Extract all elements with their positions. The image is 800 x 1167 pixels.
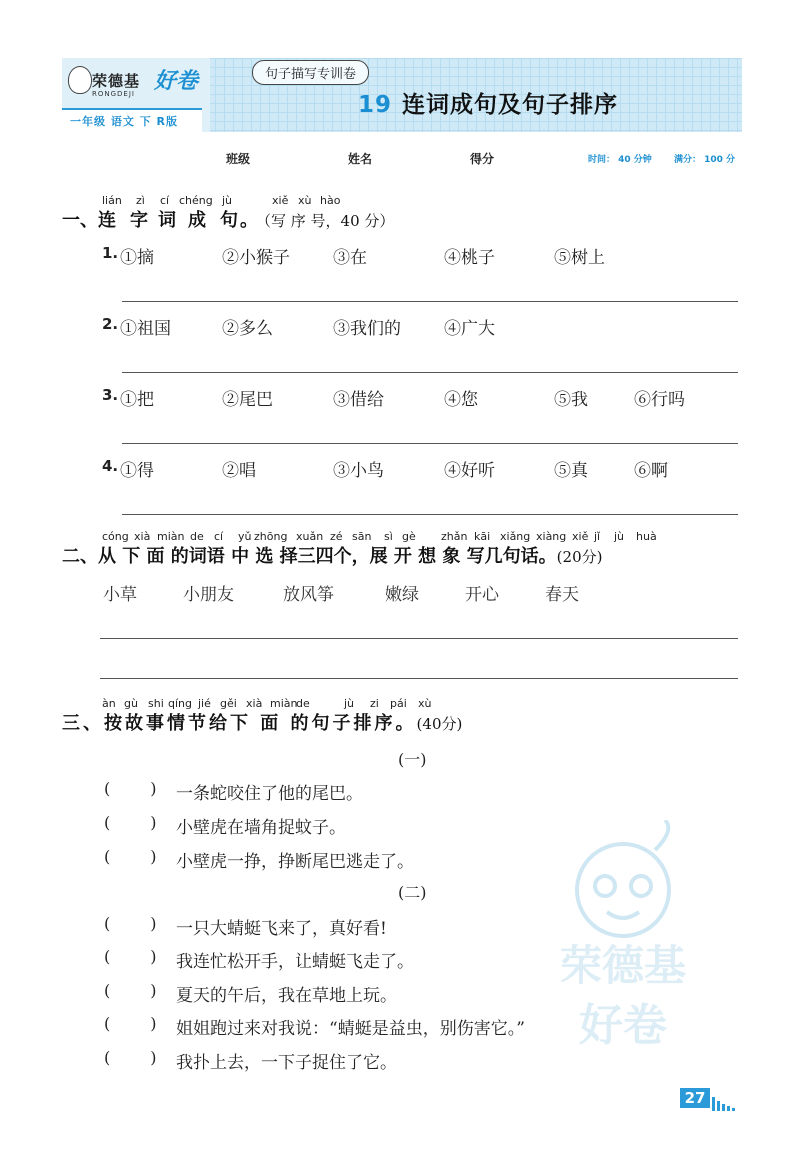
question-2 — [102, 314, 118, 334]
pinyin: sì — [384, 530, 393, 543]
pinyin: jù — [222, 194, 233, 207]
pinyin: sān — [352, 530, 372, 543]
word-option: ④桃子 — [444, 248, 495, 268]
pinyin: cí — [160, 194, 170, 207]
pinyin: xiě — [272, 194, 289, 207]
order-blank[interactable] — [104, 1048, 157, 1067]
pinyin: de — [296, 697, 310, 710]
answer-line[interactable] — [122, 514, 738, 515]
question-number: 4. — [102, 457, 119, 475]
word-option: ③在 — [333, 248, 367, 268]
section1-note: （写 序 号，40 分） — [256, 212, 395, 230]
pinyin: hào — [320, 194, 341, 207]
pinyin: xù — [418, 697, 432, 710]
pinyin: zhǎn — [441, 530, 468, 543]
word-option: ④广大 — [444, 319, 495, 339]
paren-close: ) — [150, 813, 157, 832]
pinyin: xià — [246, 697, 263, 710]
pinyin: jù — [614, 530, 625, 543]
paren-close: ) — [150, 847, 157, 866]
heading-char: 句 — [220, 210, 238, 231]
section1-heading — [62, 206, 394, 232]
story-sentence: 一条蛇咬住了他的尾巴。 — [176, 784, 363, 804]
word-option: ②多么 — [222, 319, 273, 339]
word-option: ⑤真 — [554, 461, 588, 481]
word-option: ①摘 — [120, 248, 154, 268]
watermark-text: 荣德基 — [559, 941, 687, 990]
paren-open: ( — [104, 1048, 111, 1067]
story-sentence: 小壁虎一挣，挣断尾巴逃走了。 — [176, 852, 414, 872]
brand-good-logo: 好卷 — [154, 69, 199, 94]
paren-open: ( — [104, 779, 111, 798]
pinyin: àn — [102, 697, 116, 710]
section3-heading — [62, 709, 462, 735]
full-score: 满分： 100 分 — [674, 155, 736, 165]
answer-line[interactable] — [122, 372, 738, 373]
paren-close: ) — [150, 914, 157, 933]
score-label: 得分 — [470, 152, 495, 166]
order-blank[interactable] — [104, 914, 157, 933]
brand-sub: RONGDEJI — [92, 90, 135, 98]
pinyin: qíng — [168, 697, 192, 710]
pinyin: jù — [344, 697, 355, 710]
story-sentence: 姐姐跑过来对我说：“蜻蜓是益虫，别伤害它。” — [176, 1019, 525, 1039]
pinyin: cí — [214, 530, 224, 543]
word-option: ①得 — [120, 461, 154, 481]
pinyin: gěi — [220, 697, 237, 710]
pinyin: xiǎng — [500, 530, 531, 543]
pinyin: gè — [402, 530, 416, 543]
word-option: ④好听 — [444, 461, 495, 481]
word-option: ②小猴子 — [222, 248, 290, 268]
class-label: 班级 — [226, 152, 251, 166]
order-blank[interactable] — [104, 779, 157, 798]
heading-char: 连 — [98, 210, 116, 231]
word-choice: 小朋友 — [183, 585, 234, 605]
order-blank[interactable] — [104, 947, 157, 966]
pinyin: kāi — [474, 530, 491, 543]
pinyin: xiàng — [536, 530, 567, 543]
grade-label: 一年级 语文 下 R版 — [70, 115, 178, 128]
question-number: 3. — [102, 386, 119, 404]
pinyin: chéng — [179, 194, 213, 207]
story-title: (二) — [398, 883, 427, 902]
answer-line[interactable] — [100, 638, 738, 639]
story-sentence: 小壁虎在墙角捉蚊子。 — [176, 818, 346, 838]
lesson-number: 19 — [358, 92, 393, 118]
pinyin: jǐ — [594, 530, 601, 543]
page-decor-icon — [712, 1092, 737, 1111]
answer-line[interactable] — [122, 443, 738, 444]
heading-char: 字 — [130, 210, 148, 231]
pinyin: de — [190, 530, 204, 543]
paren-close: ) — [150, 981, 157, 1000]
word-option: ①把 — [120, 390, 154, 410]
word-option: ⑤树上 — [554, 248, 605, 268]
paren-close: ) — [150, 947, 157, 966]
story-title: (一) — [398, 750, 427, 769]
paren-close: ) — [150, 779, 157, 798]
section3-note: (40分) — [416, 715, 463, 733]
order-blank[interactable] — [104, 1014, 157, 1033]
question-4 — [102, 456, 118, 476]
paren-open: ( — [104, 1014, 111, 1033]
paren-open: ( — [104, 813, 111, 832]
pinyin: yǔ — [238, 530, 252, 543]
paren-close: ) — [150, 1048, 157, 1067]
section3-text: 按故事情节给下 面 的句子排序。 — [104, 713, 417, 734]
pinyin: shi — [148, 697, 164, 710]
brand-logo — [62, 58, 210, 132]
heading-char: 。 — [240, 210, 258, 231]
word-option: ⑥行吗 — [634, 390, 685, 410]
header-banner — [62, 58, 742, 132]
heading-char: 词 — [158, 210, 176, 231]
pinyin: huà — [636, 530, 657, 543]
question-number: 2. — [102, 315, 119, 333]
grade-bar — [62, 108, 202, 132]
pinyin: jié — [198, 697, 211, 710]
word-choice: 春天 — [545, 585, 579, 605]
paren-open: ( — [104, 914, 111, 933]
pinyin: xiě — [572, 530, 589, 543]
pinyin: gù — [124, 697, 138, 710]
pinyin: xuǎn — [296, 530, 324, 543]
word-option: ①祖国 — [120, 319, 171, 339]
pinyin: pái — [390, 697, 407, 710]
story-sentence: 夏天的午后，我在草地上玩。 — [176, 986, 397, 1006]
section-number: 三、 — [62, 713, 104, 734]
pinyin: xù — [298, 194, 312, 207]
word-option: ⑤我 — [554, 390, 588, 410]
section-number: 二、 — [62, 546, 98, 567]
order-blank[interactable] — [104, 981, 157, 1000]
story-sentence: 一只大蜻蜓飞来了，真好看! — [176, 919, 387, 939]
name-label: 姓名 — [348, 152, 373, 166]
question-3 — [102, 385, 118, 405]
watermark-text: 好卷 — [579, 1000, 667, 1051]
word-choice: 放风筝 — [283, 585, 334, 605]
word-option: ②尾巴 — [222, 390, 273, 410]
word-option: ③小鸟 — [333, 461, 384, 481]
question-number: 1. — [102, 244, 119, 262]
lesson-title-text: 连词成句及句子排序 — [402, 92, 619, 118]
lesson-title — [358, 86, 618, 119]
section2-heading — [62, 542, 602, 568]
page-number: 27 — [680, 1088, 710, 1108]
paren-open: ( — [104, 847, 111, 866]
time-limit: 时间： 40 分钟 — [588, 155, 652, 165]
question-1 — [102, 243, 118, 263]
story-sentence: 我连忙松开手，让蜻蜓飞走了。 — [176, 952, 414, 972]
word-choice: 小草 — [103, 585, 137, 605]
pinyin: xià — [134, 530, 151, 543]
pinyin: zé — [330, 530, 343, 543]
section2-note: (20分) — [556, 548, 603, 566]
pinyin: lián — [102, 194, 122, 207]
paren-open: ( — [104, 981, 111, 1000]
word-option: ④您 — [444, 390, 478, 410]
series-tab: 句子描写专训卷 — [252, 60, 369, 85]
pinyin: miàn — [157, 530, 185, 543]
answer-line[interactable] — [100, 678, 738, 679]
paren-open: ( — [104, 947, 111, 966]
word-option: ⑥啊 — [634, 461, 668, 481]
pinyin: zhōng — [254, 530, 288, 543]
pinyin: miàn — [270, 697, 298, 710]
founder-portrait-icon — [68, 66, 92, 94]
word-choice: 嫩绿 — [385, 585, 419, 605]
pinyin: cóng — [102, 530, 129, 543]
brand-name: 荣德基 — [92, 72, 141, 90]
answer-line[interactable] — [122, 301, 738, 302]
word-choice: 开心 — [465, 585, 499, 605]
order-blank[interactable] — [104, 847, 157, 866]
word-option: ③我们的 — [333, 319, 401, 339]
word-option: ③借给 — [333, 390, 384, 410]
section-number: 一、 — [62, 210, 98, 231]
paren-close: ) — [150, 1014, 157, 1033]
pinyin: zi — [370, 697, 379, 710]
word-option: ②唱 — [222, 461, 256, 481]
watermark-mascot-icon — [515, 820, 730, 1060]
pinyin: zì — [136, 194, 145, 207]
section2-text: 从 下 面 的词语 中 选 择三四个，展 开 想 象 写几句话。 — [98, 546, 557, 567]
heading-char: 成 — [188, 210, 206, 231]
order-blank[interactable] — [104, 813, 157, 832]
story-sentence: 我扑上去，一下子捉住了它。 — [176, 1053, 397, 1073]
